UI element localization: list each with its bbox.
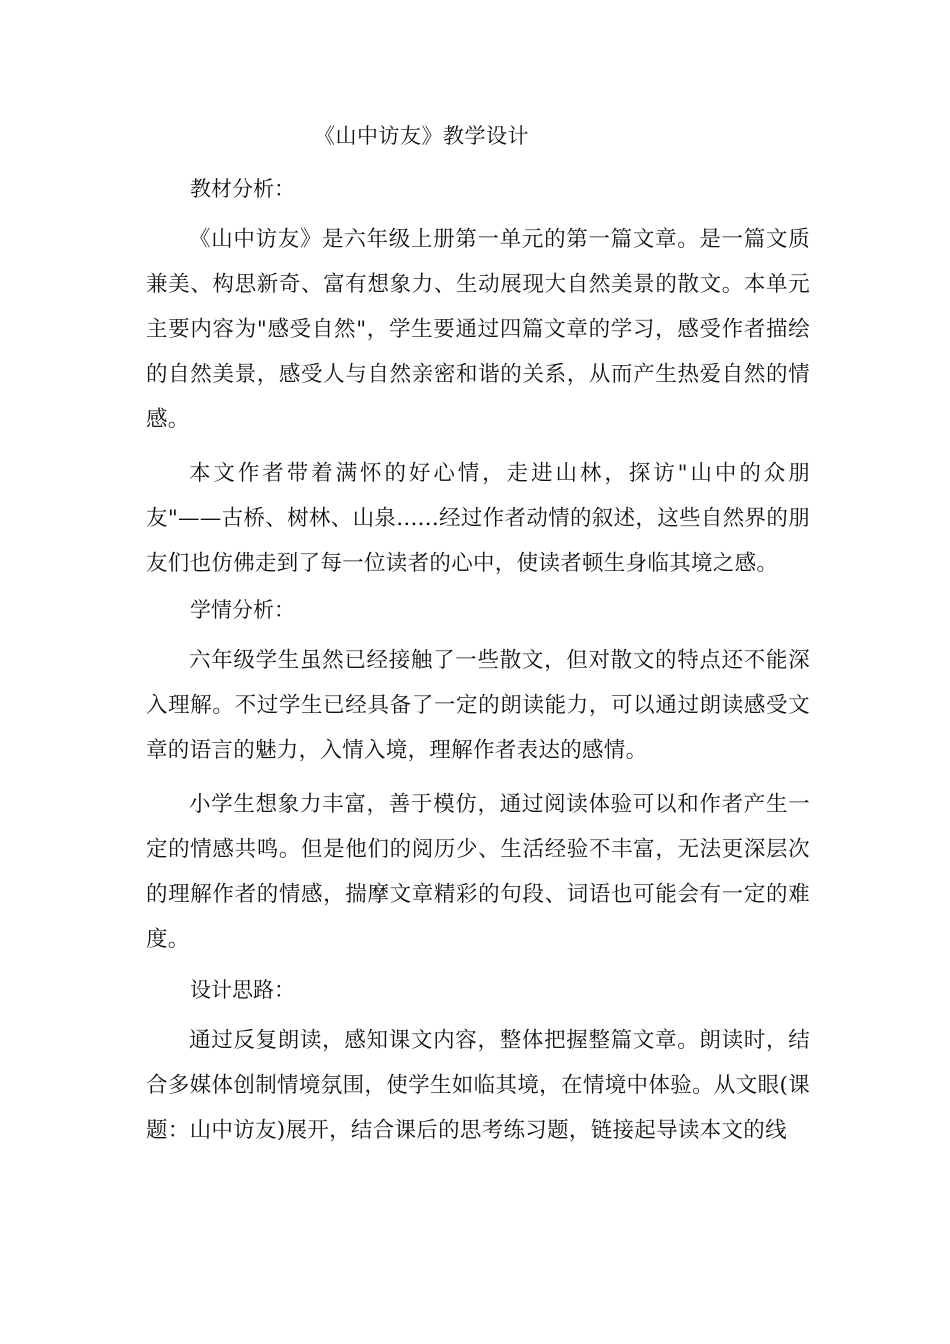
section-heading-student-analysis: 学情分析： [190, 598, 295, 622]
paragraph: 小学生想象力丰富，善于模仿，通过阅读体验可以和作者产生一定的情感共鸣。但是他们的阅历少、生活经验不丰富，无法更深层次的理解作者的情感，揣摩文章精彩的句段、词语也可能会有一定的难度。 [146, 792, 810, 952]
paragraph: 六年级学生虽然已经接触了一些散文，但对散文的特点还不能深入理解。不过学生已经具备了一定的朗读能力，可以通过朗读感受文章的语言的魅力，入情入境，理解作者表达的感情。 [146, 648, 810, 763]
document-title: 《山中访友》教学设计 [314, 124, 529, 148]
paragraph: 本文作者带着满怀的好心情，走进山林，探访"山中的众朋友"——古桥、树林、山泉......经过作者动情的叙述，这些自然界的朋友们也仿佛走到了每一位读者的心中，使读者顿生身临其境之感。 [146, 461, 810, 576]
document-body [146, 118, 810, 1153]
section-heading-design-idea: 设计思路： [190, 978, 295, 1002]
section-heading-textbook-analysis: 教材分析： [190, 177, 295, 201]
paragraph: 通过反复朗读，感知课文内容，整体把握整篇文章。朗读时，结合多媒体创制情境氛围，使学生如临其境，在情境中体验。从文眼(课题：山中访友)展开，结合课后的思考练习题，链接起导读本文的线 [146, 1028, 810, 1143]
paragraph: 《山中访友》是六年级上册第一单元的第一篇文章。是一篇文质兼美、构思新奇、富有想象力、生动展现大自然美景的散文。本单元主要内容为"感受自然"，学生要通过四篇文章的学习，感受作者描绘的自然美景，感受人与自然亲密和谐的关系，从而产生热爱自然的情感。 [146, 227, 810, 432]
